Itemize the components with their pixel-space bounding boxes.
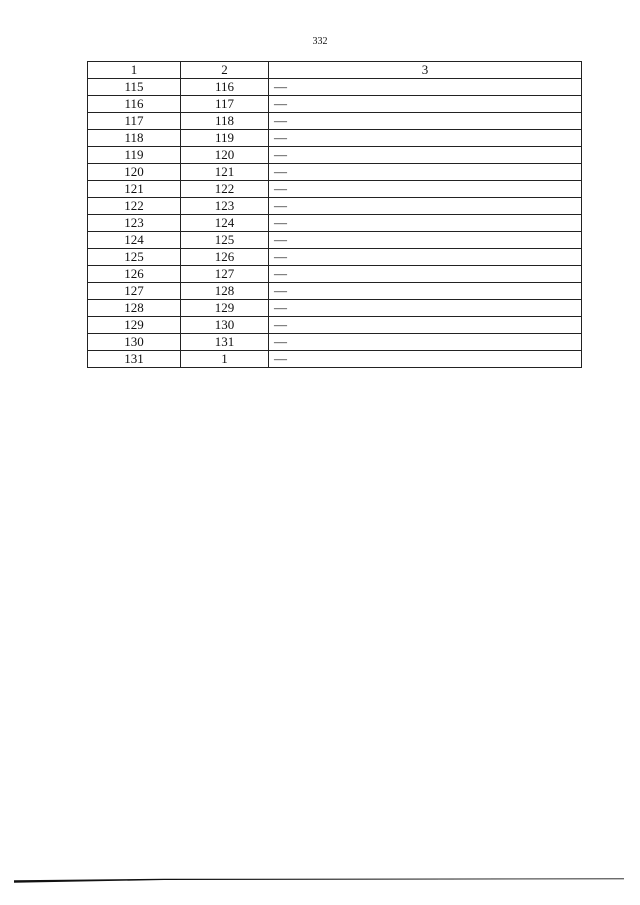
- table-row: [88, 266, 582, 283]
- table-cell: 131: [181, 334, 269, 351]
- table-cell: 120: [181, 147, 269, 164]
- table-cell: 125: [181, 232, 269, 249]
- table-cell: —: [269, 198, 582, 215]
- table-cell: 121: [88, 181, 181, 198]
- column-header: 2: [181, 62, 269, 79]
- table-cell: 128: [181, 283, 269, 300]
- table-cell: —: [269, 147, 582, 164]
- table-cell: 127: [88, 283, 181, 300]
- table-row: [88, 351, 582, 368]
- bottom-page-rule: [14, 878, 624, 884]
- table-row: [88, 113, 582, 130]
- table-row: [88, 300, 582, 317]
- table-cell: 127: [181, 266, 269, 283]
- table-cell: 117: [88, 113, 181, 130]
- table-cell: —: [269, 79, 582, 96]
- table-row: [88, 147, 582, 164]
- table-cell: 130: [88, 334, 181, 351]
- table-cell: 130: [181, 317, 269, 334]
- table-cell: 119: [88, 147, 181, 164]
- table-cell: —: [269, 317, 582, 334]
- column-header: 3: [269, 62, 582, 79]
- table-cell: —: [269, 113, 582, 130]
- table-row: [88, 181, 582, 198]
- table-cell: 117: [181, 96, 269, 113]
- page-number: 332: [312, 36, 328, 47]
- table-row: [88, 79, 582, 96]
- table-row: [88, 317, 582, 334]
- data-table: [87, 61, 582, 368]
- table-cell: 124: [181, 215, 269, 232]
- table-row: [88, 164, 582, 181]
- table-cell: 116: [181, 79, 269, 96]
- table-cell: —: [269, 249, 582, 266]
- table-cell: 124: [88, 232, 181, 249]
- table-cell: 125: [88, 249, 181, 266]
- table-cell: 118: [88, 130, 181, 147]
- table-cell: —: [269, 351, 582, 368]
- table-cell: 129: [181, 300, 269, 317]
- table-row: [88, 215, 582, 232]
- table-cell: —: [269, 215, 582, 232]
- table-cell: 122: [181, 181, 269, 198]
- table-row: [88, 130, 582, 147]
- table-cell: 122: [88, 198, 181, 215]
- table-cell: 119: [181, 130, 269, 147]
- table-row: [88, 232, 582, 249]
- table-cell: 126: [88, 266, 181, 283]
- table-row: [88, 198, 582, 215]
- table-cell: —: [269, 266, 582, 283]
- table-cell: —: [269, 164, 582, 181]
- table-row: [88, 249, 582, 266]
- table-cell: —: [269, 283, 582, 300]
- table-row: [88, 334, 582, 351]
- table-cell: 123: [181, 198, 269, 215]
- table-cell: 128: [88, 300, 181, 317]
- table-cell: 123: [88, 215, 181, 232]
- table-row: [88, 283, 582, 300]
- table-cell: 131: [88, 351, 181, 368]
- column-header: 1: [88, 62, 181, 79]
- table-cell: 129: [88, 317, 181, 334]
- table-cell: 118: [181, 113, 269, 130]
- table-cell: —: [269, 334, 582, 351]
- table-cell: 120: [88, 164, 181, 181]
- table-cell: 121: [181, 164, 269, 181]
- table-cell: 1: [181, 351, 269, 368]
- table-header-row: [88, 62, 582, 79]
- table-cell: —: [269, 130, 582, 147]
- table-cell: 116: [88, 96, 181, 113]
- table-cell: —: [269, 181, 582, 198]
- table-cell: —: [269, 232, 582, 249]
- table-row: [88, 96, 582, 113]
- table-cell: 115: [88, 79, 181, 96]
- table-cell: 126: [181, 249, 269, 266]
- table-cell: —: [269, 96, 582, 113]
- table-cell: —: [269, 300, 582, 317]
